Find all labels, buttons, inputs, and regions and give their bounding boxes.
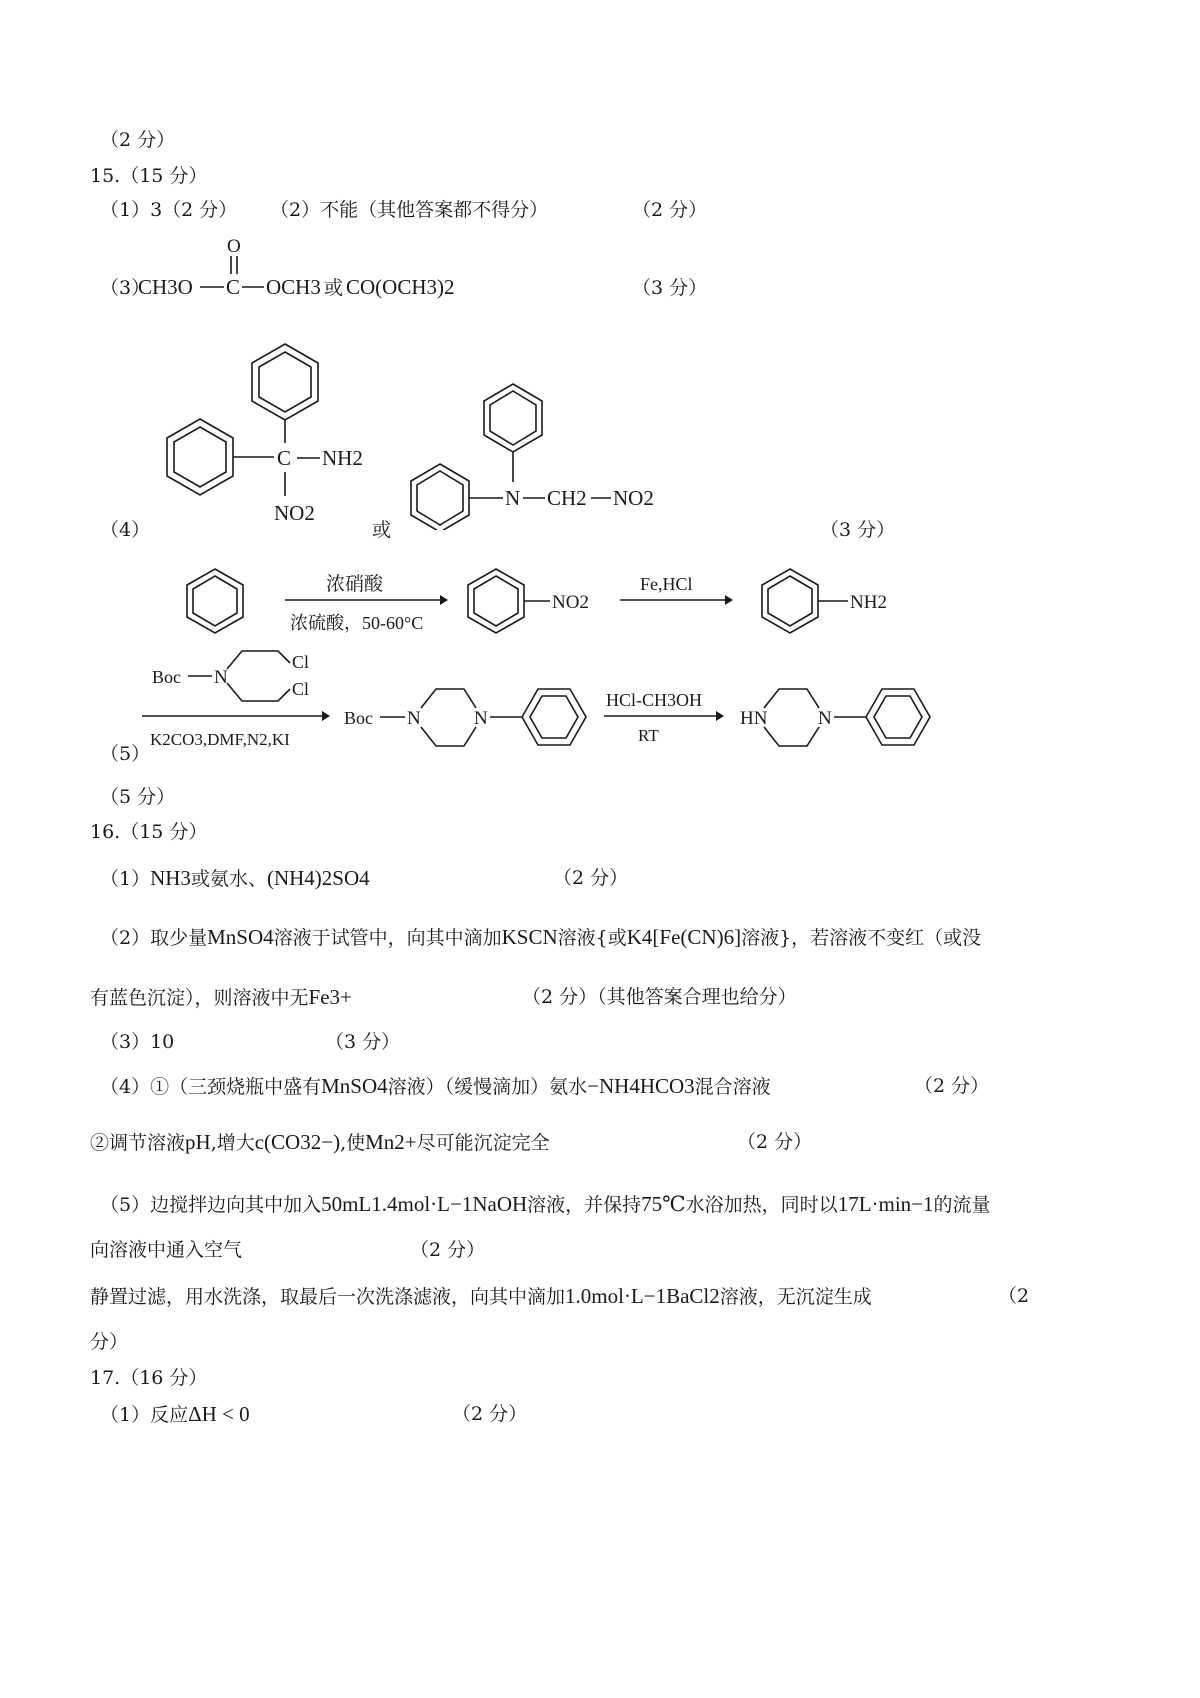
nitro-group: NO2: [274, 501, 315, 525]
mn2-ion: Mn2+: [365, 1130, 417, 1154]
ch3o-text: CH3O: [138, 275, 193, 299]
central-carbon: C: [277, 446, 292, 470]
nitrobenzene-no2: NO2: [552, 592, 589, 613]
q16-part2-line2: [90, 985, 352, 1010]
structure-diphenyl-nitromethylamine: [395, 380, 685, 530]
q17-part1-score: （2 分）: [452, 1403, 528, 1425]
q16-part4-line2-score: （2 分）: [737, 1131, 813, 1153]
q16-p6-b: 溶液，无沉淀生成: [719, 1286, 872, 1308]
nh3-formula: [150, 866, 191, 890]
ammonium-sulfate-formula: (NH4)2SO4: [266, 866, 370, 890]
q16-p4b-b: ,增大: [210, 1132, 255, 1154]
q16-p2-b: 溶液于试管中，向其中滴加: [273, 927, 502, 949]
question-16-heading: 16.（15 分）: [90, 821, 208, 843]
q17-p1-a: （1）反应: [100, 1404, 189, 1426]
q15-part3-score: （3 分）: [632, 277, 708, 299]
q16-p4b-c: ,使: [340, 1132, 366, 1154]
reagent-hcl-methanol: HCl-CH3OH: [606, 690, 703, 710]
chloro-1: Cl: [292, 652, 310, 672]
q15-part2: （2）不能（其他答案都不得分）: [270, 199, 549, 221]
q16-part2-score: （2 分）（其他答案合理也给分）: [522, 986, 797, 1008]
reagent-nitric-acid: 浓硝酸: [326, 574, 384, 595]
or-text: 或: [324, 278, 344, 299]
product-hn: HN: [740, 708, 768, 729]
q16-p5-b: 溶液，并保持: [527, 1194, 642, 1216]
structure-diphenyl-aminonitromethane: [150, 330, 380, 530]
q16-p5-d: 的流量: [933, 1194, 991, 1216]
q16-p4b-a: ②调节溶液: [90, 1132, 186, 1154]
fe3-ion: Fe3+: [308, 985, 352, 1009]
piperazine-n4: N: [474, 708, 488, 729]
amino-group: NH2: [322, 446, 363, 470]
dimethyl-carbonate-formula: [138, 232, 498, 304]
product-n: N: [818, 708, 832, 729]
aniline-nh2: NH2: [850, 592, 887, 613]
product-boc: Boc: [344, 708, 373, 728]
methylene-group: CH2: [547, 486, 587, 510]
flow-rate: 17L·min−1: [837, 1192, 934, 1216]
q16-p6-a: 静置过滤，用水洗涤，取最后一次洗涤滤液，向其中滴加: [90, 1286, 566, 1308]
nh4hco3-formula: −NH4HCO3: [587, 1074, 695, 1098]
och3-text: OCH3: [266, 275, 321, 299]
q16-part3: （3）10: [100, 1031, 175, 1053]
boc-reagent-label: Boc: [152, 667, 181, 687]
q15-part4-or: 或: [372, 519, 392, 541]
question-17-heading: 17.（16 分）: [90, 1367, 208, 1389]
nitrogen-atom: N: [505, 486, 521, 510]
chloro-2: Cl: [292, 679, 310, 699]
q16-p4-a: （4）①（三颈烧瓶中盛有: [100, 1076, 322, 1098]
reagent-sulfuric-acid: 浓硫酸，50-60°C: [290, 613, 424, 633]
enthalpy-condition: ΔH < 0: [188, 1402, 250, 1426]
q16-part5-line2: 向溶液中通入空气: [90, 1239, 243, 1261]
piperazine-n1: N: [407, 708, 421, 729]
q16-p4-c: 混合溶液: [694, 1076, 771, 1098]
reagent-k2co3: K2CO3,DMF,N2,KI: [150, 730, 290, 749]
synthesis-scheme: [130, 555, 970, 765]
naoh-amount: 50mL1.4mol·L−1NaOH: [321, 1192, 528, 1216]
carbonyl-carbon: C: [226, 275, 241, 299]
q16-part1-score: （2 分）: [553, 867, 629, 889]
q16-p4b-d: 尽可能沉淀完全: [416, 1132, 550, 1154]
q15-part5-score: （5 分）: [100, 786, 176, 808]
q16-p1-mid: 或氨水、: [190, 868, 267, 890]
q16-p2-d: 溶液}，若溶液不变红（或没: [741, 927, 982, 949]
carbonyl-oxygen: O: [227, 236, 241, 257]
q16-part5-score: （2 分）: [410, 1239, 486, 1261]
q16-p5-a: （5）边搅拌边向其中加入: [100, 1194, 322, 1216]
q16-part6-line: [90, 1284, 872, 1309]
q15-part1: （1）3（2 分）: [100, 199, 238, 221]
q16-part6-score-b: 分）: [90, 1331, 129, 1353]
q16-part5-line1: [100, 1192, 991, 1217]
nh3-text: NH3: [150, 866, 191, 890]
q16-part3-score: （3 分）: [325, 1031, 401, 1053]
q15-part4-label: （4）: [100, 519, 151, 541]
q16-p1-label: （1）: [100, 868, 151, 890]
q16-p2-c: 溶液{或: [557, 927, 627, 949]
q15-part2-score: （2 分）: [632, 199, 708, 221]
q16-part1: [100, 866, 370, 891]
ph-symbol: pH: [185, 1130, 211, 1154]
reagent-fe-hcl: Fe,HCl: [640, 574, 693, 594]
q15-part4-score: （3 分）: [820, 519, 896, 541]
carbonate-concentration: c(CO32−): [254, 1130, 341, 1154]
bacl2-amount: 1.0mol·L−1BaCl2: [565, 1284, 720, 1308]
mnso4-formula-2: MnSO4: [321, 1074, 388, 1098]
q16-p4-b: 溶液）（缓慢滴加）氨水: [387, 1076, 588, 1098]
q16-part4-line1: [100, 1074, 771, 1099]
co-och3-2-text: CO(OCH3)2: [346, 275, 455, 299]
reagent-n: N: [214, 667, 228, 688]
q16-part4-score: （2 分）: [914, 1075, 990, 1097]
q16-part4-line2: [90, 1130, 550, 1155]
nitro-group-2: NO2: [613, 486, 654, 510]
kscn-formula: KSCN: [501, 925, 558, 949]
mnso4-formula: MnSO4: [207, 925, 274, 949]
q16-p2-a: （2）取少量: [100, 927, 208, 949]
k4fecn6-formula: K4[Fe(CN)6]: [626, 925, 742, 949]
q16-part2-line1: [100, 925, 981, 950]
q15-part3-label: （3）: [100, 277, 151, 299]
temperature-value: 75℃: [641, 1192, 686, 1216]
question-15-heading: 15.（15 分）: [90, 165, 208, 187]
q16-p5-c: 水浴加热，同时以: [685, 1194, 838, 1216]
q17-part1: [100, 1402, 250, 1427]
q15-part5-label: （5）: [100, 743, 151, 765]
q16-p2-e: 有蓝色沉淀），则溶液中无: [90, 987, 309, 1009]
q16-part6-score-a: （2: [998, 1285, 1030, 1307]
score-note: （2 分）: [100, 129, 176, 151]
reagent-rt: RT: [638, 726, 659, 745]
